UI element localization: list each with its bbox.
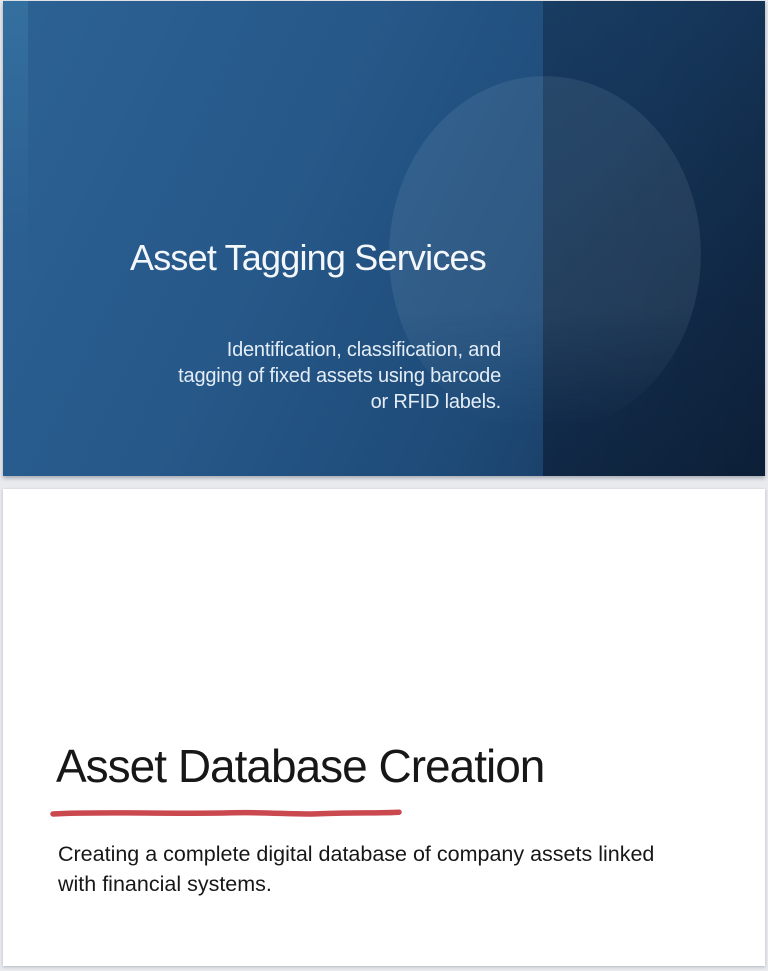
body-line: Creating a complete digital database of company assets linked (58, 842, 655, 866)
slide-asset-tagging-services[interactable] (3, 1, 765, 476)
subtitle-line: Identification, classification, and (226, 339, 501, 361)
slide2-title: Asset Database Creation (56, 740, 545, 792)
subtitle-line: tagging of fixed assets using barcode (178, 365, 501, 387)
red-underline-decoration (48, 805, 404, 821)
slide-asset-database-creation[interactable] (3, 489, 765, 966)
left-accent-stripe (3, 1, 28, 336)
slide2-body (58, 839, 654, 899)
slide1-subtitle (178, 337, 501, 415)
slide1-title: Asset Tagging Services (130, 237, 486, 278)
body-line: with financial systems. (58, 872, 272, 896)
subtitle-line: or RFID labels. (370, 391, 501, 413)
